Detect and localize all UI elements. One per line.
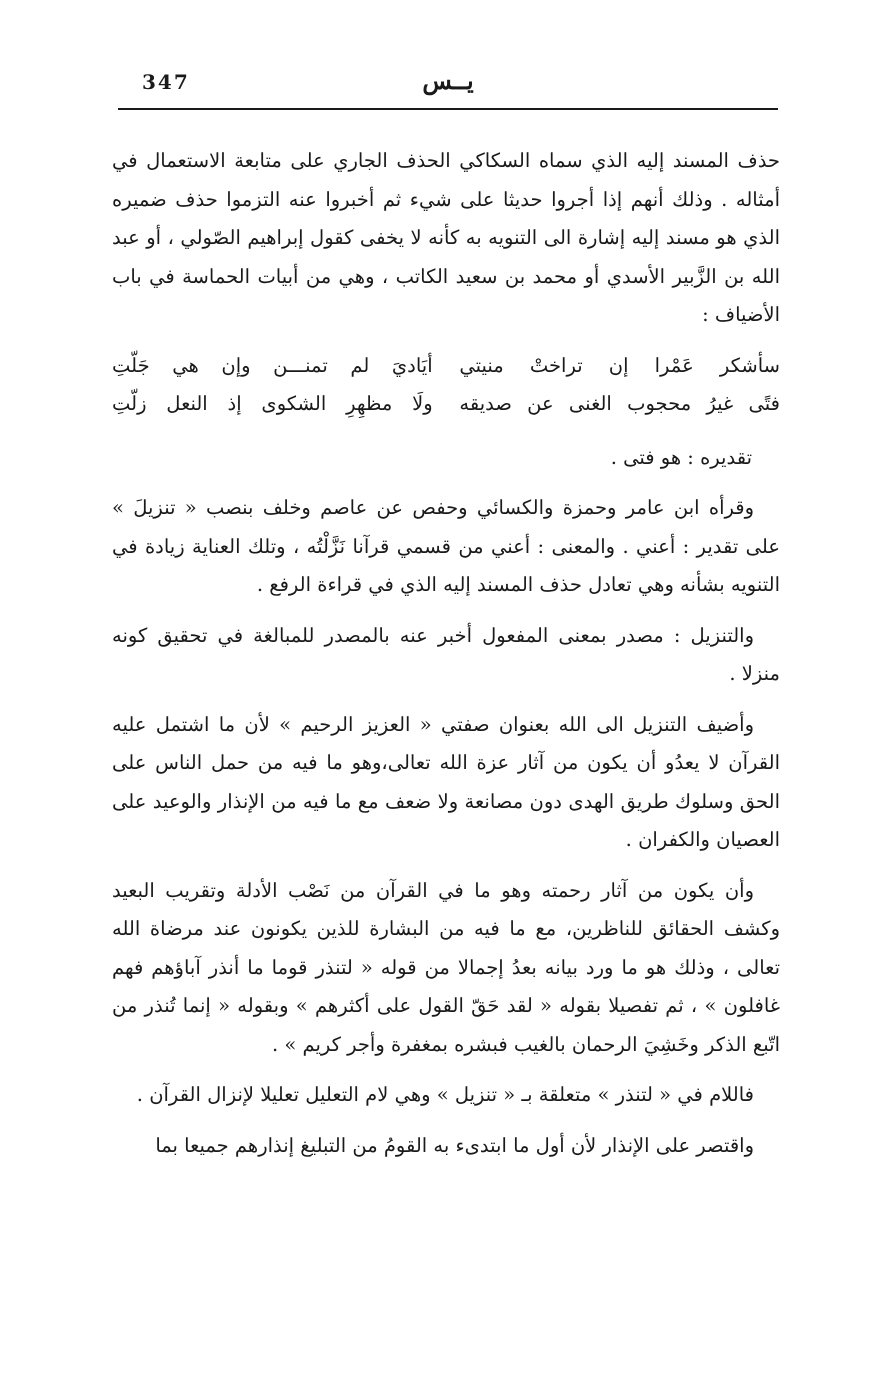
- verse-second-hemistich: ولَا مظهِرِ الشكوى إذ النعل زلّتِ: [112, 391, 433, 415]
- header-rule: [118, 108, 778, 110]
- paragraph: وأضيف التنزيل الى الله بعنوان صفتي « العزيز الرحيم » لأن ما اشتمل عليه القرآن لا يعدُو أن يكون من آثار عزة الله تعالى،وهو ما فيه من حمل الناس على الحق وسلوك طريق الهدى دون مصانعة ولا ضعف مع ما فيه من الإنذار والوعيد على العصيان والكفران .: [112, 712, 780, 851]
- poetry-verses: [112, 347, 780, 423]
- page-number: 347: [142, 70, 190, 94]
- verse-first-hemistich: سأشكر عَمْرا إن تراختْ منيتي: [459, 353, 780, 377]
- verse-first-hemistich: فتًى غيرُ محجوب الغنى عن صديقه: [459, 391, 780, 415]
- paragraph: تقديره : هو فتى .: [610, 445, 752, 469]
- verse-second-hemistich: أيَاديَ لم تمنـــن وإن هي جَلّتِ: [112, 353, 433, 377]
- page-body: [112, 142, 780, 1177]
- running-title: يــس: [422, 66, 474, 95]
- page-header: [118, 62, 778, 110]
- paragraph: والتنزيل : مصدر بمعنى المفعول أخبر عنه بالمصدر للمبالغة في تحقيق كونه منزلا .: [112, 623, 780, 685]
- verse-line: [112, 347, 780, 385]
- paragraph: فاللام في « لتنذر » متعلقة بـ « تنزيل » وهي لام التعليل تعليلا لإنزال القرآن .: [136, 1083, 754, 1106]
- verse-line: [112, 385, 780, 423]
- paragraph: واقتصر على الإنذار لأن أول ما ابتدىء به القومُ من التبليغ إنذارهم جميعا بما: [155, 1133, 754, 1157]
- paragraph: وقرأه ابن عامر وحمزة والكسائي وحفص عن عاصم وخلف بنصب « تنزيلَ » على تقدير : أعني . والمعنى : أعني من قسمي قرآنا نَزَّلْتُه ، وتلك العناية زيادة في التنويه بشأنه وهي تعادل حذف المسند إليه الذي في قراءة الرفع .: [112, 496, 780, 596]
- paragraph: حذف المسند إليه الذي سماه السكاكي الحذف الجاري على متابعة الاستعمال في أمثاله . وذلك أنهم إذا أجروا حديثا على شيء ثم أخبروا عنه التزموا حذف ضميره الذي هو مسند إليه إشارة الى التنويه به كأنه لا يخفى كقول إبراهيم الصّولي ، أو عبد الله بن الزَّبير الأسدي أو محمد بن سعيد الكاتب ، وهي من أبيات الحماسة في باب الأضياف :: [112, 149, 780, 326]
- paragraph: وأن يكون من آثار رحمته وهو ما في القرآن من نَصْب الأدلة وتقريب البعيد وكشف الحقائق للناظرين، مع ما فيه من البشارة للذين يكونون عند مرضاة الله تعالى ، وذلك هو ما ورد بيانه بعدُ إجمالا من قوله « لتنذر قوما ما أنذر آباؤهم فهم غافلون » ، ثم تفصيلا بقوله « لقد حَقّ القول على أكثرهم » وبقوله « إنما تُنذر من اتّبع الذكر وخَشِيَ الرحمان بالغيب فبشره بمغفرة وأجر كريم » .: [112, 878, 780, 1056]
